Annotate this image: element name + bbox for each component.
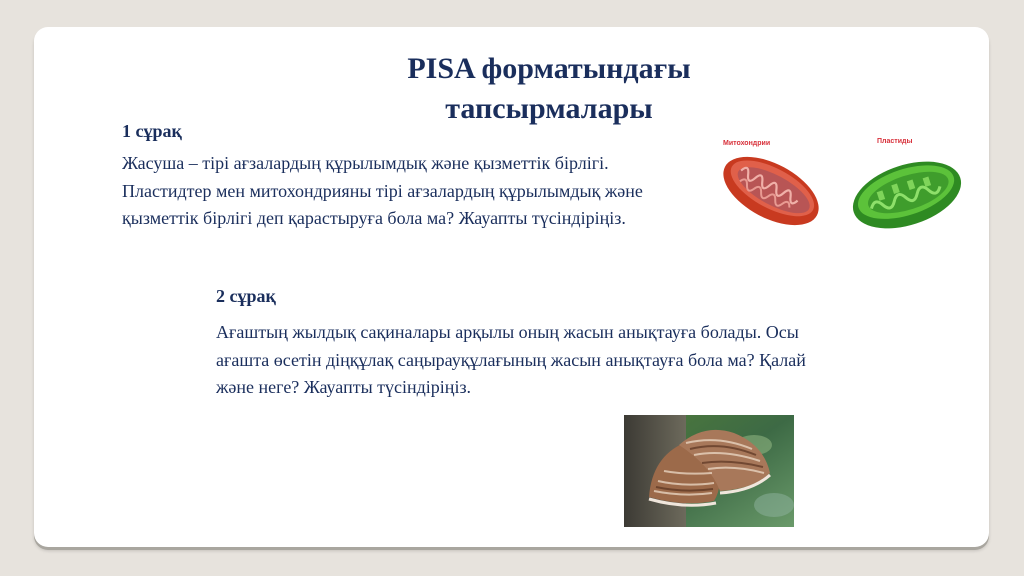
slide-title: PISA форматындағы тапсырмалары [407,52,691,125]
question-1-text: Жасуша – тірі ағзалардың құрылымдық және қызметтік бірлігі. Пластидтер мен митохондрияны тірі ағзалардың құрылымдық және қызметтік бірлігі деп қарастыруға бола ма? Жауапты түсіндіріңіз. [122,153,643,228]
organelles-image [709,129,964,239]
slide-card [34,27,989,547]
tree-fungus-image [624,415,794,527]
plastid-label: Пластиды [877,138,913,145]
question-2-text: Ағаштың жылдық сақиналары арқылы оның жасын анықтауға болады. Осы ағашта өсетін діңқұлақ саңырауқұлағының жасын анықтауға бола ма? Қалай және неге? Жауапты түсіндіріңіз. [216,322,806,397]
tree-fungus-photo-icon [624,415,794,527]
mitochondria-label: Митохондрии [723,140,771,147]
question-2-heading: 2 сұрақ [216,286,276,306]
question-1-heading: 1 сұрақ [122,121,182,141]
